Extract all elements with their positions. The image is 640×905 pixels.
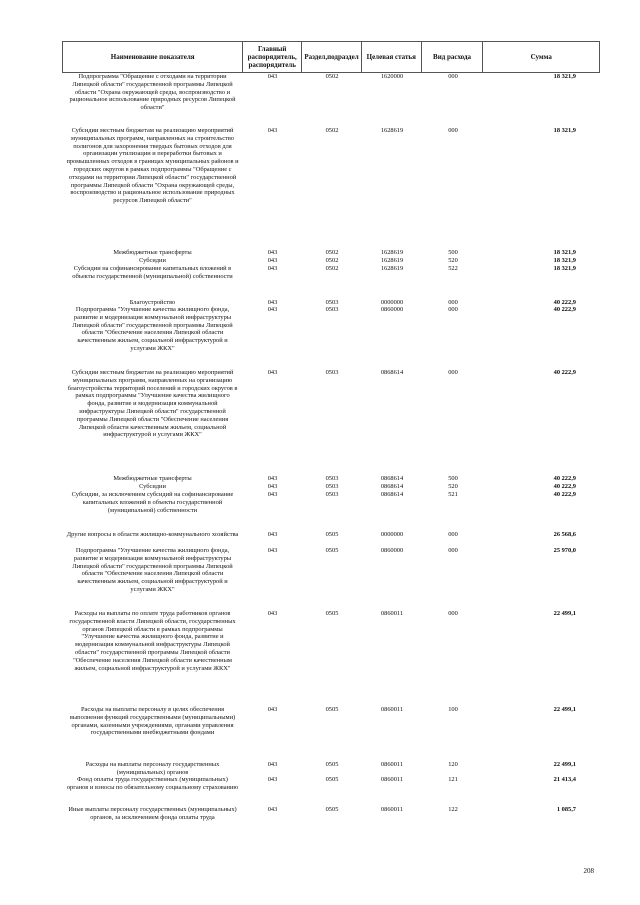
table-row — [62, 491, 600, 514]
cell-sum: 18 321,9 — [553, 73, 576, 80]
cell-grbs: 043 — [267, 127, 278, 134]
cell-cs: 0860011 — [380, 776, 404, 783]
cell-razdel: 0503 — [325, 475, 339, 482]
cell-grbs: 043 — [267, 610, 278, 617]
cell-vr: 121 — [448, 776, 458, 783]
cell-grbs: 043 — [267, 806, 278, 813]
table-row — [62, 483, 600, 491]
cell-vr: 000 — [448, 547, 458, 554]
cell-name: Межбюджетные трансферты — [113, 475, 192, 482]
cell-name: Субсидии, за исключением субсидий на софинансирование капитальных вложений в объекты государственной (муниципальной) собственности — [71, 491, 234, 514]
cell-vr: 120 — [448, 761, 458, 768]
table-row — [62, 127, 600, 205]
cell-cs: 0860000 — [380, 306, 404, 313]
cell-sum: 18 321,9 — [553, 249, 576, 256]
cell-name: Подпрограмма "Улучшение качества жилищного фонда, развитие и модернизация коммунальной инфраструктуры Липецкой области" государственной программы Липецкой области "Обеспечение населения Липецкой области качественным жильем, социальной инфраструктурой и услугами ЖКХ" — [72, 547, 233, 593]
cell-razdel: 0502 — [325, 249, 339, 256]
table-row — [62, 531, 600, 539]
cell-grbs: 043 — [267, 761, 278, 768]
cell-cs: 1620000 — [380, 73, 404, 80]
cell-cs: 1628619 — [380, 265, 404, 272]
table-row — [62, 610, 600, 672]
header-sum: Сумма — [530, 53, 552, 61]
cell-grbs: 043 — [267, 299, 278, 306]
cell-vr: 000 — [448, 299, 458, 306]
cell-cs: 0868614 — [380, 483, 404, 490]
cell-sum: 40 222,9 — [553, 475, 576, 482]
cell-cs: 0860011 — [380, 761, 404, 768]
table-row — [62, 475, 600, 483]
cell-name: Субсидии — [139, 483, 166, 490]
cell-sum: 18 321,9 — [553, 127, 576, 134]
header-name: Наименование показателя — [63, 42, 243, 72]
cell-vr: 000 — [448, 127, 458, 134]
cell-vr: 000 — [448, 610, 458, 617]
cell-grbs: 043 — [267, 491, 278, 498]
cell-cs: 0860000 — [380, 547, 404, 554]
cell-grbs: 043 — [267, 547, 278, 554]
cell-razdel: 0503 — [325, 306, 339, 313]
table-row — [62, 257, 600, 265]
cell-grbs: 043 — [267, 306, 278, 313]
cell-cs: 0868614 — [380, 369, 404, 376]
cell-razdel: 0505 — [325, 706, 339, 713]
cell-vr: 520 — [448, 483, 458, 490]
cell-razdel: 0502 — [325, 265, 339, 272]
table-row — [62, 547, 600, 594]
cell-cs: 1628619 — [380, 249, 404, 256]
cell-sum: 21 413,4 — [553, 776, 576, 783]
cell-name: Расходы на выплаты персоналу в целях обеспечения выполнения функций государственными (муниципальными) органами, казенными учреждениями, органами управления государственными внебюджетными фондами — [69, 706, 236, 737]
table-row — [62, 806, 600, 822]
cell-sum: 40 222,9 — [553, 491, 576, 498]
cell-sum: 1 085,7 — [556, 806, 576, 813]
cell-grbs: 043 — [267, 531, 278, 538]
table-row — [62, 776, 600, 792]
cell-razdel: 0505 — [325, 806, 339, 813]
cell-cs: 0868614 — [380, 491, 404, 498]
table-row — [62, 306, 600, 353]
cell-cs: 1628619 — [380, 127, 404, 134]
cell-sum: 22 499,1 — [553, 610, 576, 617]
cell-vr: 100 — [448, 706, 458, 713]
cell-sum: 26 568,6 — [553, 531, 576, 538]
cell-razdel: 0505 — [325, 776, 339, 783]
cell-razdel: 0502 — [325, 73, 339, 80]
cell-grbs: 043 — [267, 73, 278, 80]
cell-cs: 0868614 — [380, 475, 404, 482]
cell-sum: 40 222,9 — [553, 306, 576, 313]
cell-sum: 25 970,0 — [553, 547, 576, 554]
table-row — [62, 265, 600, 281]
table-row — [62, 761, 600, 777]
table-row — [62, 706, 600, 737]
cell-sum: 40 222,9 — [553, 483, 576, 490]
cell-razdel: 0505 — [325, 761, 339, 768]
cell-grbs: 043 — [267, 369, 278, 376]
cell-grbs: 043 — [267, 475, 278, 482]
cell-sum: 40 222,9 — [553, 299, 576, 306]
cell-cs: 1628619 — [380, 257, 404, 264]
header-grbs: Главный распорядитель, распорядитель — [243, 42, 302, 72]
cell-grbs: 043 — [267, 483, 278, 490]
table-row — [62, 369, 600, 439]
cell-sum: 40 222,9 — [553, 369, 576, 376]
header-razdel: Раздел,подраздел — [302, 42, 362, 72]
cell-vr: 122 — [448, 806, 458, 813]
cell-razdel: 0503 — [325, 483, 339, 490]
cell-razdel: 0502 — [325, 257, 339, 264]
cell-razdel: 0502 — [325, 127, 339, 134]
cell-sum: 18 321,9 — [553, 265, 576, 272]
cell-grbs: 043 — [267, 776, 278, 783]
cell-sum: 18 321,9 — [553, 257, 576, 264]
header-vr: Вид расхода — [422, 42, 484, 72]
cell-cs: 0860011 — [380, 806, 404, 813]
cell-cs: 0860011 — [380, 610, 404, 617]
cell-grbs: 043 — [267, 706, 278, 713]
cell-grbs: 043 — [267, 265, 278, 272]
cell-name: Благоустройство — [129, 299, 176, 306]
cell-name: Расходы на выплаты по оплате труда работников органов государственной власти Липецкой области, государственных органов Липецкой области в рамках подпрограммы "Улучшение качества жилищного фонда, развитие и модернизация коммунальной инфраструктуры Липецкой области" государственной программы Липецкой области "Обеспечение населения Липецкой области качественным жильем, социальной инфраструктурой и услугами ЖКХ" — [69, 610, 236, 672]
cell-razdel: 0503 — [325, 491, 339, 498]
cell-razdel: 0503 — [325, 299, 339, 306]
cell-vr: 000 — [448, 531, 458, 538]
cell-name: Фонд оплаты труда государственных (муниципальных) органов и взносы по обязательному социальному страхованию — [66, 776, 239, 791]
cell-cs: 0000000 — [380, 531, 404, 538]
cell-razdel: 0505 — [325, 547, 339, 554]
cell-vr: 520 — [448, 257, 458, 264]
cell-razdel: 0503 — [325, 369, 339, 376]
cell-vr: 500 — [448, 249, 458, 256]
cell-razdel: 0505 — [325, 531, 339, 538]
cell-name: Иные выплаты персоналу государственных (муниципальных) органов, за исключением фонда оплаты труда — [68, 806, 237, 821]
cell-name: Подпрограмма "Обращение с отходами на территории Липецкой области" государственной программы Липецкой области "Охрана окружающей среды, воспроизводство и рациональное использование природных ресурсов Липецкой области" — [69, 73, 236, 112]
cell-vr: 521 — [448, 491, 458, 498]
cell-name: Субсидии — [139, 257, 166, 264]
cell-name: Субсидии местным бюджетам на реализацию мероприятий муниципальных программ, направленных на строительство полигонов для захоронения твердых бытовых отходов для организации утилизации и переработки бытовых и промышленных отходов в границах муниципальных районов и городских округов в рамках подпрограммы "Обращение с отходами на территории Липецкой области" государственной программы Липецкой области "Охрана окружающей среды, воспроизводство и рациональное использование природных ресурсов Липецкой области" — [66, 127, 239, 205]
cell-cs: 0000000 — [380, 299, 404, 306]
table-header — [62, 41, 600, 73]
cell-sum: 22 499,1 — [553, 706, 576, 713]
cell-vr: 500 — [448, 475, 458, 482]
cell-grbs: 043 — [267, 257, 278, 264]
cell-vr: 000 — [448, 73, 458, 80]
budget-table — [62, 41, 600, 821]
cell-name: Субсидии местным бюджетам на реализацию мероприятий муниципальных программ, направленных на организацию благоустройства территорий поселений и городских округов в рамках подпрограммы "Улучшение качества жилищного фонда, развитие и модернизация коммунальной инфраструктуры Липецкой области" государственной программы Липецкой области "Обеспечение населения Липецкой области качественным жильем, социальной инфраструктурой и услугами ЖКХ" — [67, 369, 238, 439]
cell-razdel: 0505 — [325, 610, 339, 617]
header-cs: Целевая статья — [362, 42, 422, 72]
cell-name: Подпрограмма "Улучшение качества жилищного фонда, развитие и модернизация коммунальной инфраструктуры Липецкой области" государственной программы Липецкой области "Обеспечение населения Липецкой области качественным жильем, социальной инфраструктурой и услугами ЖКХ" — [72, 306, 233, 352]
cell-vr: 000 — [448, 369, 458, 376]
cell-sum: 22 499,1 — [553, 761, 576, 768]
cell-name: Расходы на выплаты персоналу государственных (муниципальных) органов — [85, 761, 220, 776]
table-row — [62, 73, 600, 112]
cell-name: Межбюджетные трансферты — [113, 249, 192, 256]
cell-name: Субсидии на софинансирование капитальных вложений в объекты государственной (муниципальной) собственности — [72, 265, 233, 280]
page-number: 208 — [583, 867, 594, 875]
table-row — [62, 249, 600, 257]
cell-name: Другие вопросы в области жилищно-коммунального хозяйства — [66, 531, 239, 538]
cell-vr: 522 — [448, 265, 458, 272]
cell-vr: 000 — [448, 306, 458, 313]
cell-grbs: 043 — [267, 249, 278, 256]
cell-cs: 0860011 — [380, 706, 404, 713]
